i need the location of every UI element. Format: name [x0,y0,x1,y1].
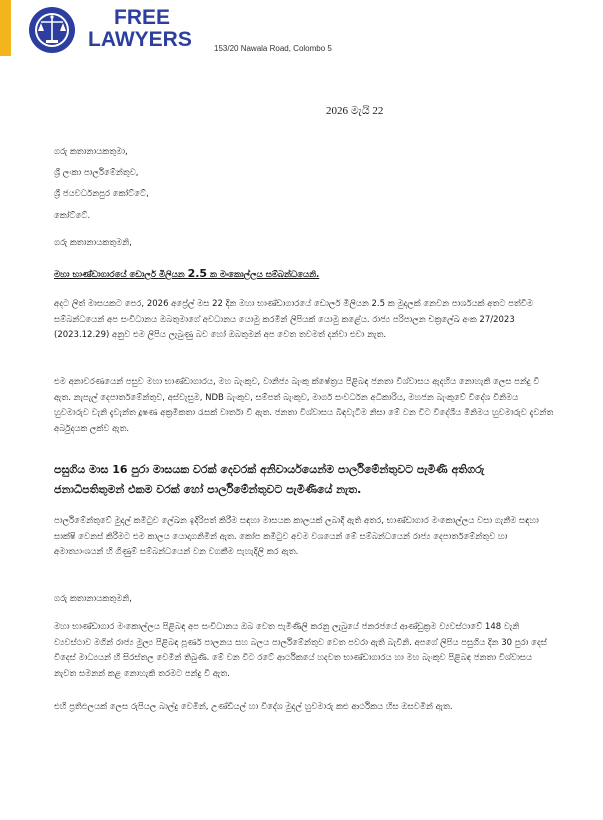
body-paragraph-1: අදට ලිත් මාසයකට පෙර, 2026 අප්‍රේල් මස 22 දින මහා භාණ්ඩාගාරයේ ඩොලර් මිලියන 2.5 ක මුදලක් නෙවන පාර්ශයක් අතට පත්වීම සම්බන්ධයෙන් අප සංවිධානය ඔබතුමාගේ අවධානය යොමු කරමින් ලිපියක් යොමු කළේය. රාජ්‍ය පරිපාලන චක්‍රලේඛ අංක 27/2023 (2023.12.29) අනුව එම ලිපිය ලැබුණු බව හෝ ඔබතුමන් අප වෙත තවමත් දන්වා එවා නැත. [54,299,534,340]
brand-line-1: FREE [114,6,171,29]
brand-line-2: LAWYERS [88,28,192,51]
salutation-repeat: ගරු කතානායකතුමනි, [54,594,132,604]
recipient-line: ශ්‍රී ලංකා පාර්ලිමේන්තුව, [54,168,139,178]
subject-amount: 2.5 [187,267,208,280]
accent-bar [0,0,11,56]
recipient-line: ශ්‍රී ජයවර්ධනපුර කෝට්ටේ, [54,189,149,199]
subject-text-end: ක මංකොල්ලය සම්බන්ධයෙනි. [207,270,320,280]
body-paragraph-2: එම අනාවරණයෙන් පසුව මහා භාණ්ඩාගාරය, මහ බැංකුව, වානිජ්‍ය බැංකු ක්ෂේත්‍රය පිළිබඳ ජනතා විශ්වාසය ඇදහිය නොහැකි ලෙස පන්දු වී ඇත. නැපැල් දෙපාර්තමේන්තුව, අස්වැසුම, NDB බැංකුව, සම්පත් බැංකුව, මාර්ග සංවර්ධන අධිකාරිය, මහජන බැංකුවේ විදේශ විනිමය හුවමාරුව වැනි දැවැන්ත දූෂණ අක්‍රමිකතා රැසක් වාර්තා වී ඇත. ජනතා විශ්වාසය බිඳවැටීම නිසා මේ වන විට විදේශීය මිනිමය හුවමාරුව දැවන්ත අර්බුදයක ලක්ව ඇත. [54,377,554,434]
letterhead-address: 153/20 Nawala Road, Colombo 5 [214,44,332,53]
body-paragraph-4: පාර්ලිමේන්තුවේ මුදල් කමිටුව ලේඛන ඉදිරිපත් කිරීම සඳහා මාසයක කාලයක් ලබාදී ඇති අතර, භාණ්ඩාගාර මංකොල්ලය වසා ගැනීම සඳහා සාක්ෂි වෙනස් කිරීමට එම කාලය යොදාගනිමින් ඇත. කෝප කමිටුව අවම වශයෙන් මේ සම්බන්ධයෙන් රාජ්‍ය දෙපාර්තමේන්තුව හා අමාත්‍යාංශයන් හි ගිණුම් සම්බන්ධයෙන් වන වගකීම පැහැදිලි කර ඇත. [54,516,539,557]
letter-date: 2026 මැයි 22 [326,105,384,117]
subject-text-start: මහා භාණ්ඩාගාරයේ ඩොලර් මිලියන [54,270,188,280]
recipient-line: කෝට්ටේ. [54,211,91,221]
body-paragraph-6: එහි ප්‍රතිඵලයක් ලෙස රුපියල බාල්දු වෙමින්, උණ්ඩියල් හා විදේශ මුදල් හුවමාරු කළු ආර්ථිකය හිස ඔසවමින් ඇත. [54,702,453,712]
body-paragraph-5: මහා භාණ්ඩාගාර මංකොල්ලය පිළිබඳ අප සංවිධානය ඔබ වෙත පැමිණිලි කරනු ලැබුයේ ජනරජයේ ආණ්ඩුක්‍රම ව්‍යවස්ථාවේ 148 වැනි ව්‍යවස්ථාව මගින් රාජ්‍ය මුල්‍ය පිළිබඳ පූර්ණ පාලනය සහ බලය පාර්ලිමේන්තුව වෙත පවරා ඇති බැවිනි. අපගේ ලිපිය පසුගිය දින 30 පුරා දෙස් විදෙස් මාධ්‍යයන් හි සිරස්තල වෙමින් තිබුණි. මේ වන විට රටේ ආර්ථිකයේ හදවත භාණ්ඩාගාරය හා මහ බැංකුව පිළිබඳ ජනතා විශ්වාසය නැවත සමනන් කළ නොහැකි තරමට පන්දු වී ඇත. [54,622,547,679]
body-paragraph-3-emphasis: පසුගිය මාස 16 පුරා මාසයක වරක් දෙවරක් අනිවාර්යයෙන්ම පාර්ලිමේන්තුවට පැමිණි අතිගරු ජනාධිපතිතුමන් එකම වරක් හෝ පාර්ලිමේන්තුවට පැමිණියේ නැත. [54,463,485,496]
scales-of-justice-logo [28,6,76,54]
recipient-line: ගරු කතානායකතුමා, [54,147,128,157]
letter-subject [54,267,319,280]
salutation: ගරු කතානායකතුමනි, [54,238,132,248]
